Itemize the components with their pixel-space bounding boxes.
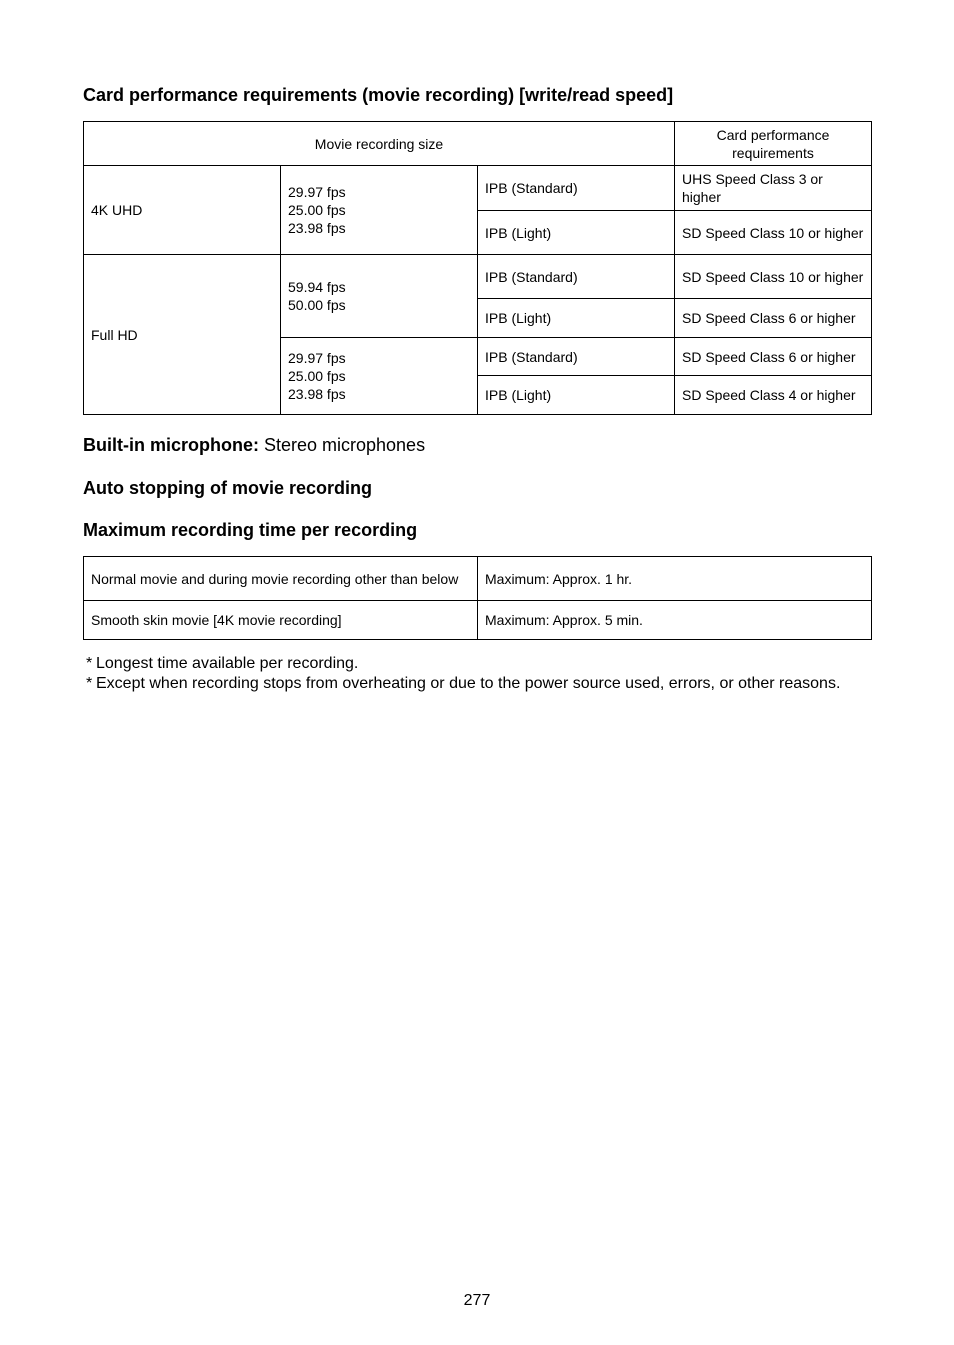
requirement-cell: UHS Speed Class 3 or higher [675, 166, 872, 211]
fps-full-hd-low: 29.97 fps 25.00 fps 23.98 fps [281, 338, 478, 415]
compression-cell: IPB (Standard) [478, 166, 675, 211]
page-number: 277 [463, 1292, 491, 1309]
footnote-marker: * [86, 655, 93, 672]
recording-mode-cell: Smooth skin movie [4K movie recording] [84, 601, 478, 640]
heading-max-recording-time: Maximum recording time per recording [83, 520, 418, 540]
requirement-cell: SD Speed Class 4 or higher [675, 376, 872, 415]
footnote-marker: * [86, 675, 93, 692]
compression-cell: IPB (Standard) [478, 338, 675, 376]
heading-auto-stopping: Auto stopping of movie recording [83, 478, 372, 498]
footnote-text: Longest time available per recording. [96, 655, 359, 672]
recording-time-cell: Maximum: Approx. 5 min. [478, 601, 872, 640]
header-card-performance: Card performance requirements [675, 122, 872, 166]
table-row [84, 255, 872, 299]
microphone-line [83, 434, 425, 456]
fps-full-hd-high: 59.94 fps 50.00 fps [281, 255, 478, 338]
card-performance-table [83, 121, 872, 415]
footnote-text: Except when recording stops from overheating or due to the power source used, errors, or other reasons. [96, 675, 841, 692]
compression-cell: IPB (Light) [478, 376, 675, 415]
microphone-value: Stereo microphones [258, 435, 426, 455]
size-4k-uhd: 4K UHD [84, 166, 281, 255]
heading-card-performance: Card performance requirements (movie recording) [write/read speed] [83, 85, 674, 105]
recording-mode-cell: Normal movie and during movie recording other than below [84, 557, 478, 601]
compression-cell: IPB (Standard) [478, 255, 675, 299]
footnote [86, 674, 840, 694]
microphone-label: Built-in microphone: [83, 435, 259, 455]
requirement-cell: SD Speed Class 10 or higher [675, 255, 872, 299]
table-row [84, 601, 872, 640]
requirement-cell: SD Speed Class 6 or higher [675, 299, 872, 338]
footnote [86, 654, 358, 674]
table-row [84, 557, 872, 601]
requirement-cell: SD Speed Class 10 or higher [675, 211, 872, 255]
recording-time-table [83, 556, 872, 640]
size-full-hd: Full HD [84, 255, 281, 415]
recording-time-cell: Maximum: Approx. 1 hr. [478, 557, 872, 601]
table-header-row [84, 122, 872, 166]
header-movie-recording-size: Movie recording size [84, 122, 675, 166]
table-row [84, 166, 872, 211]
fps-4k-uhd: 29.97 fps 25.00 fps 23.98 fps [281, 166, 478, 255]
compression-cell: IPB (Light) [478, 211, 675, 255]
requirement-cell: SD Speed Class 6 or higher [675, 338, 872, 376]
compression-cell: IPB (Light) [478, 299, 675, 338]
